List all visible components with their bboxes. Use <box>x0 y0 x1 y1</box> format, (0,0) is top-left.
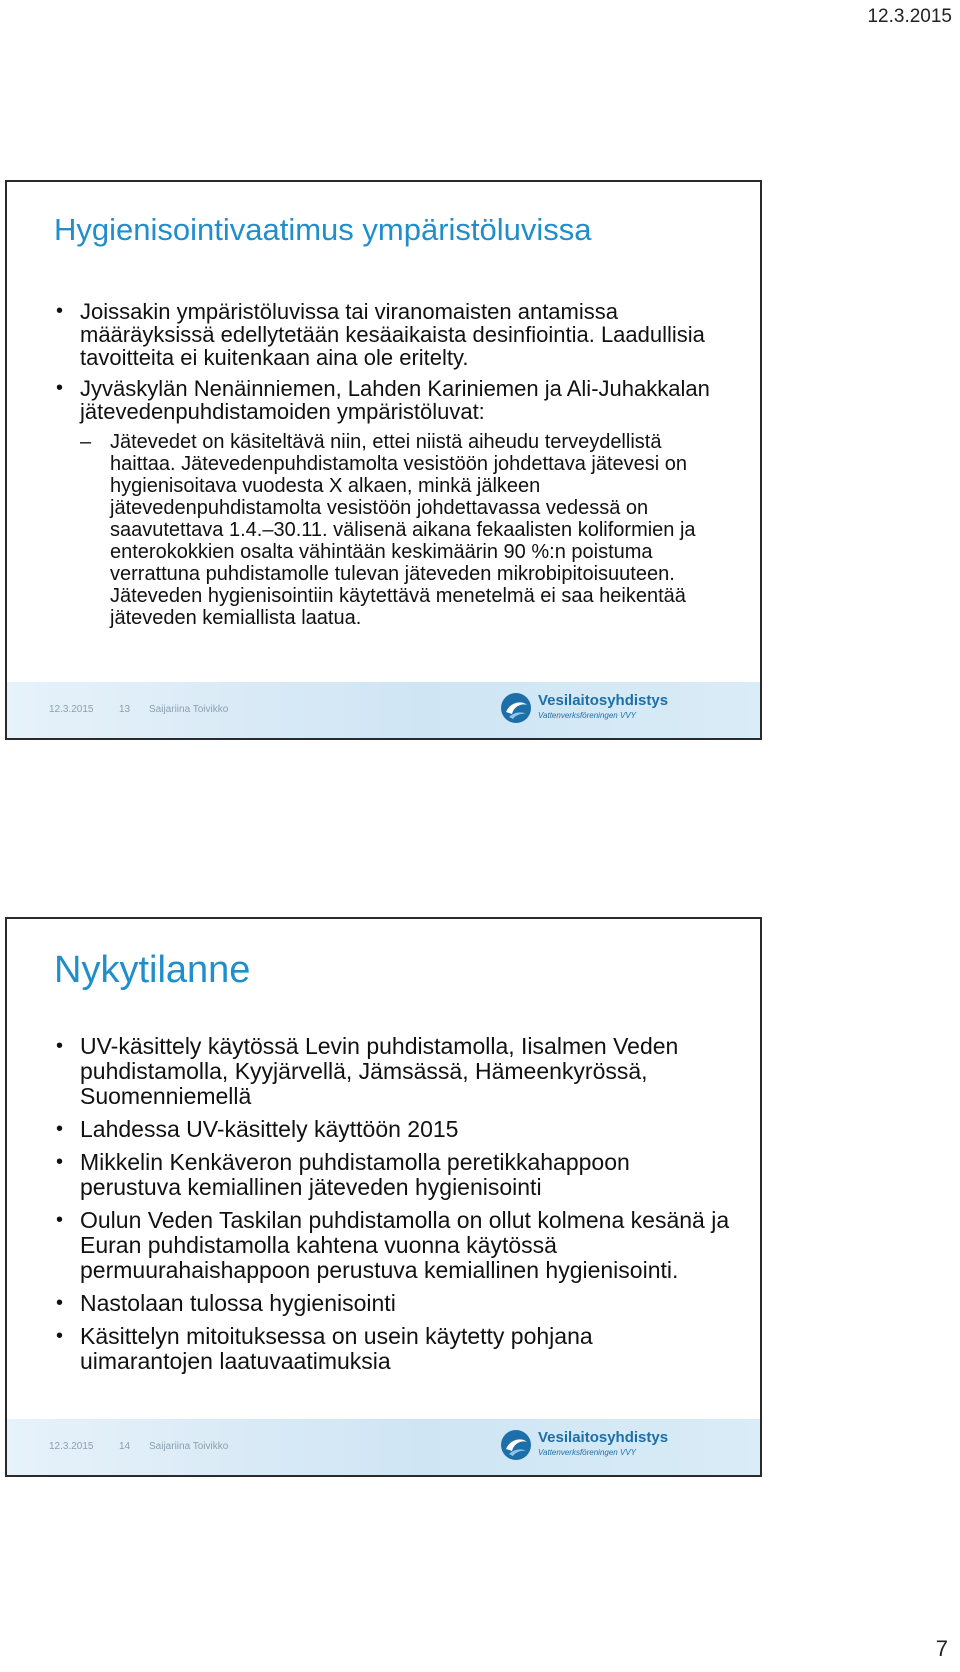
bullet-text: Mikkelin Kenkäveron puhdistamolla peretikkahappoon perustuva kemiallinen jäteveden hygienisointi <box>80 1149 630 1200</box>
logo-subtitle: Vattenverksföreningen VVY <box>538 711 636 720</box>
logo-name: Vesilaitosyhdistys <box>538 692 669 709</box>
page-number: 7 <box>935 1636 948 1661</box>
bullet-item <box>54 1034 730 1109</box>
bullet-text: Joissakin ympäristöluvissa tai viranomaisten antamissa määräyksissä edellytetään kesäaikaista desinfiointia. Laadullisia tavoitteita ei kuitenkaan aina ole eritelty. <box>80 299 705 370</box>
footer-slide-number: 14 <box>119 1441 131 1452</box>
bullet-item <box>54 1117 730 1142</box>
footer-date: 12.3.2015 <box>49 1441 94 1452</box>
bullet-icon: • <box>56 377 64 399</box>
logo-subtitle: Vattenverksföreningen VVY <box>538 1448 636 1457</box>
slide-14 <box>5 917 762 1477</box>
footer-slide-number: 13 <box>119 704 131 715</box>
slide-title: Hygienisointivaatimus ympäristöluvissa <box>54 212 592 247</box>
bullet-icon: • <box>56 1118 64 1140</box>
bullet-icon: • <box>56 1325 64 1347</box>
water-drop-swirl-icon <box>500 1429 532 1461</box>
sub-bullet-text: Jätevedet on käsiteltävä niin, ettei niistä aiheudu terveydellistä haittaa. Jätevedenpuhdistamolta vesistöön johdettava jätevesi on hygienisoitava vuodesta X alkaen, minkä jälkeen jätevedenpuhdistamolta vesistöön johdettavassa vedessä on saavutettava 1.4.–30.11. välisenä aikana fekaalisten koliformien ja enterokokkien osalta vähintään keskimäärin 90 %:n poistuma verrattuna puhdistamolle tulevan jäteveden mikrobipitoisuuteen. Jäteveden hygienisointiin käytettävä menetelmä ei saa heikentää jäteveden kemiallista laatua. <box>110 431 696 629</box>
slide-footer <box>7 1419 760 1475</box>
bullet-text: Käsittelyn mitoituksessa on usein käytetty pohjana uimarantojen laatuvaatimuksia <box>80 1323 593 1374</box>
bullet-item <box>54 377 730 423</box>
bullet-icon: • <box>56 1209 64 1231</box>
slide-footer <box>7 682 760 738</box>
vvy-logo <box>500 1425 669 1467</box>
slide-title: Nykytilanne <box>54 949 251 991</box>
bullet-text: Oulun Veden Taskilan puhdistamolla on ollut kolmena kesänä ja Euran puhdistamolla kahtena vuonna käytössä permuurahaishappoon perustuva kemiallinen hygienisointi. <box>80 1207 730 1283</box>
bullet-icon: • <box>56 1035 64 1057</box>
water-drop-swirl-icon <box>500 692 532 724</box>
bullet-text: UV-käsittely käytössä Levin puhdistamolla, Iisalmen Veden puhdistamolla, Kyyjärvellä, Jämsässä, Hämeenkyrössä, Suomenniemellä <box>80 1033 679 1109</box>
dash-icon: – <box>80 431 92 453</box>
slide-13 <box>5 180 762 740</box>
bullet-item <box>54 300 730 369</box>
footer-author: Saijariina Toivikko <box>149 1441 229 1452</box>
bullet-icon: • <box>56 1292 64 1314</box>
slide-body <box>54 300 730 629</box>
bullet-text: Lahdessa UV-käsittely käyttöön 2015 <box>80 1116 459 1142</box>
page-date: 12.3.2015 <box>867 6 952 27</box>
bullet-icon: • <box>56 1151 64 1173</box>
bullet-text: Jyväskylän Nenäinniemen, Lahden Kariniemen ja Ali-Juhakkalan jätevedenpuhdistamoiden ympäristöluvat: <box>80 376 710 424</box>
bullet-icon: • <box>56 300 64 322</box>
bullet-item <box>54 1208 730 1283</box>
logo-name: Vesilaitosyhdistys <box>538 1429 669 1446</box>
sub-bullet-item <box>54 431 730 629</box>
footer-date: 12.3.2015 <box>49 704 94 715</box>
bullet-item <box>54 1291 730 1316</box>
bullet-text: Nastolaan tulossa hygienisointi <box>80 1290 396 1316</box>
bullet-item <box>54 1150 730 1200</box>
bullet-item <box>54 1324 730 1374</box>
footer-author: Saijariina Toivikko <box>149 704 229 715</box>
slide-body <box>54 1034 730 1382</box>
vvy-logo <box>500 688 669 730</box>
